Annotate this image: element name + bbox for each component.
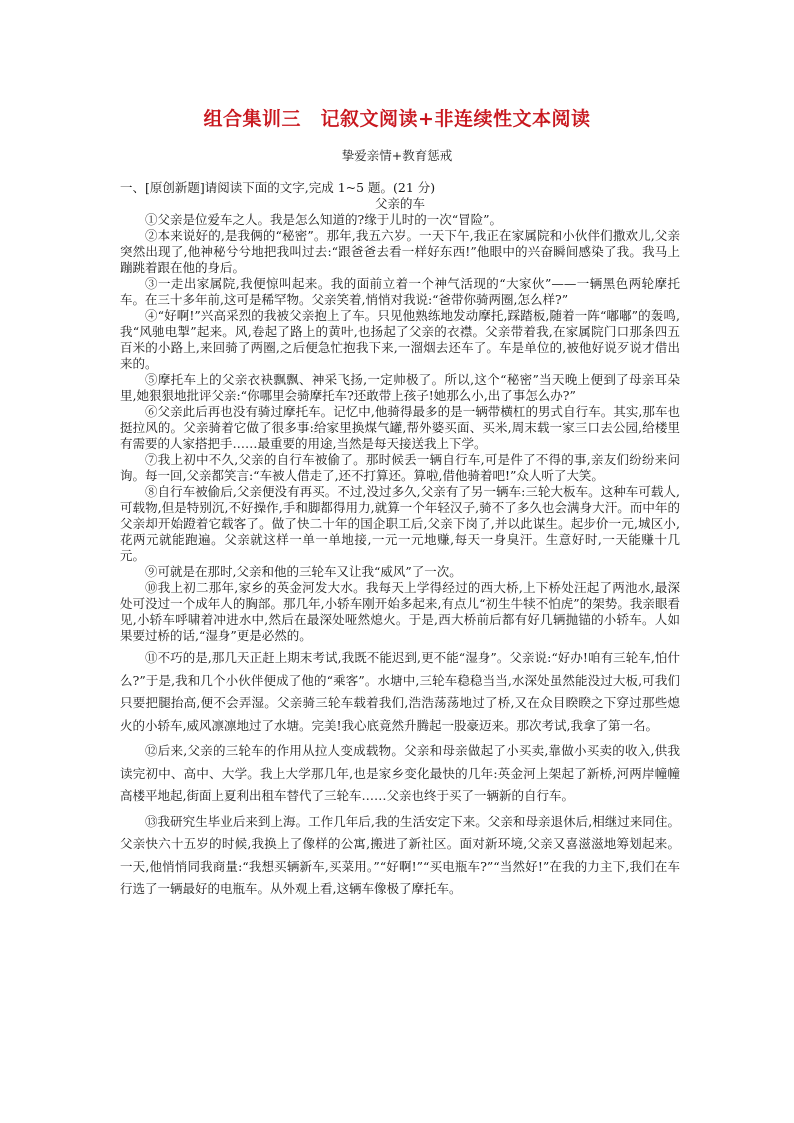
paragraph-13: ⑬我研究生毕业后来到上海。工作几年后,我的生活安定下来。父亲和母亲退休后,相继过来同住。父亲快六十五岁的时候,我换上了像样的公寓,搬进了新社区。面对新环境,父亲又喜滋滋地筹划起来。一天,他悄悄同我商量:“我想买辆新车,买菜用。”“好啊!”“买电瓶车?”“当然好!”在我的力主下,我们在车行选了一辆最好的电瓶车。从外观上看,这辆车像极了摩托车。 (120, 813, 680, 896)
paragraph-9: ⑨可就是在那时,父亲和他的三轮车又让我“威风”了一次。 (145, 564, 462, 579)
story-title: 父亲的车 (374, 196, 425, 211)
paragraph-11: ⑪不巧的是,那几天正赶上期末考试,我既不能迟到,更不能“湿身”。父亲说:“好办!咱有三轮车,怕什么?”于是,我和几个小伙伴便成了他的“乘客”。水塘中,三轮车稳稳当当,水深处虽然能没过大板,可我们只要把腿抬高,便不会弄湿。父亲骑三轮车载着我们,浩浩荡荡地过了桥,又在众目睽睽之下穿过那些熄火的小轿车,威风凛凛地过了水塘。完美!我心底竟然升腾起一股豪迈来。那次考试,我拿了第一名。 (120, 650, 680, 733)
paragraph-10: ⑩我上初二那年,家乡的英金河发大水。我每天上学得经过的西大桥,上下桥处汪起了两池水,最深处可没过一个成年人的胸部。那几年,小轿车刚开始多起来,有点儿“初生牛犊不怕虎”的架势。我亲眼看见,小轿车呼啸着冲进水中,然后在最深处哑然熄火。于是,西大桥前后都有好几辆抛锚的小轿车。人如果要过桥的话,“湿身”更是必然的。 (120, 580, 680, 643)
paragraph-6: ⑥父亲此后再也没有骑过摩托车。记忆中,他骑得最多的是一辆带横杠的男式自行车。其实,那车也挺拉风的。父亲骑着它做了很多事:给家里换煤气罐,帮外婆买面、买米,周末载一家三口去公园,给楼里有需要的人家搭把手……最重要的用途,当然是每天接送我上下学。 (120, 404, 680, 451)
question-header: 一、[原创新题]请阅读下面的文字,完成 1~5 题。(21 分) (120, 180, 436, 195)
page-title: 组合集训三 记叙文阅读+非连续性文本阅读 (203, 108, 591, 130)
paragraph-2: ②本来说好的,是我俩的“秘密”。那年,我五六岁。一天下午,我正在家属院和小伙伴们撒欢儿,父亲突然出现了,他神秘兮兮地把我叫过去:“跟爸爸去看一样好东西!”他眼中的兴奋瞬间感染了我。我马上蹦跳着跟在他的身后。 (120, 228, 680, 275)
paragraph-7: ⑦我上初中不久,父亲的自行车被偷了。那时候丢一辆自行车,可是件了不得的事,亲友们纷纷来问询。每一回,父亲都笑言:“车被人借走了,还不打算还。算啦,借他骑着吧!”众人听了大笑。 (120, 452, 680, 483)
paragraph-3: ③一走出家属院,我便惊叫起来。我的面前立着一个神气活现的“大家伙”——一辆黑色两轮摩托车。在三十多年前,这可是稀罕物。父亲笑着,悄悄对我说:“爸带你骑两圈,怎么样?” (120, 276, 680, 307)
paragraph-12: ⑫后来,父亲的三轮车的作用从拉人变成载物。父亲和母亲做起了小买卖,靠做小买卖的收入,供我读完初中、高中、大学。我上大学那几年,也是家乡变化最快的几年:英金河上架起了新桥,河两岸幢幢高楼平地起,街面上夏利出租车替代了三轮车……父亲也终于买了一辆新的自行车。 (120, 743, 680, 803)
paragraph-5: ⑤摩托车上的父亲衣袂飘飘、神采飞扬,一定帅极了。所以,这个“秘密”当天晚上便到了母亲耳朵里,她狠狠地批评父亲:“你哪里会骑摩托车?还敢带上孩子!她那么小,出了事怎么办?” (120, 372, 680, 403)
paragraph-1: ①父亲是位爱车之人。我是怎么知道的?缘于儿时的一次“冒险”。 (145, 212, 502, 227)
page-subtitle: 挚爱亲情+教育惩戒 (341, 148, 453, 163)
reading-passage (120, 180, 680, 901)
paragraph-8: ⑧自行车被偷后,父亲便没有再买。不过,没过多久,父亲有了另一辆车:三轮大板车。这种车可载人,可载物,但是特别沉,不好操作,手和脚都得用力,就算一个年轻汉子,骑不了多久也会满身大汗。而中年的父亲却开始蹬着它载客了。做了快二十年的国企职工后,父亲下岗了,并以此谋生。起步价一元,城区小,花两元就能跑遍。父亲就这样一单一单地接,一元一元地赚,每天一身臭汗。生意好时,一天能赚十几元。 (120, 484, 680, 563)
paragraph-4: ④“好啊!”兴高采烈的我被父亲抱上了车。只见他熟练地发动摩托,踩踏板,随着一阵“嘟嘟”的轰鸣,我“风驰电掣”起来。风,卷起了路上的黄叶,也扬起了父亲的衣襟。父亲带着我,在家属院门口那条四五百米的小路上,来回骑了两圈,之后便急忙抱我下来,一溜烟去还车了。车是单位的,被他好说歹说才借出来的。 (120, 308, 680, 371)
